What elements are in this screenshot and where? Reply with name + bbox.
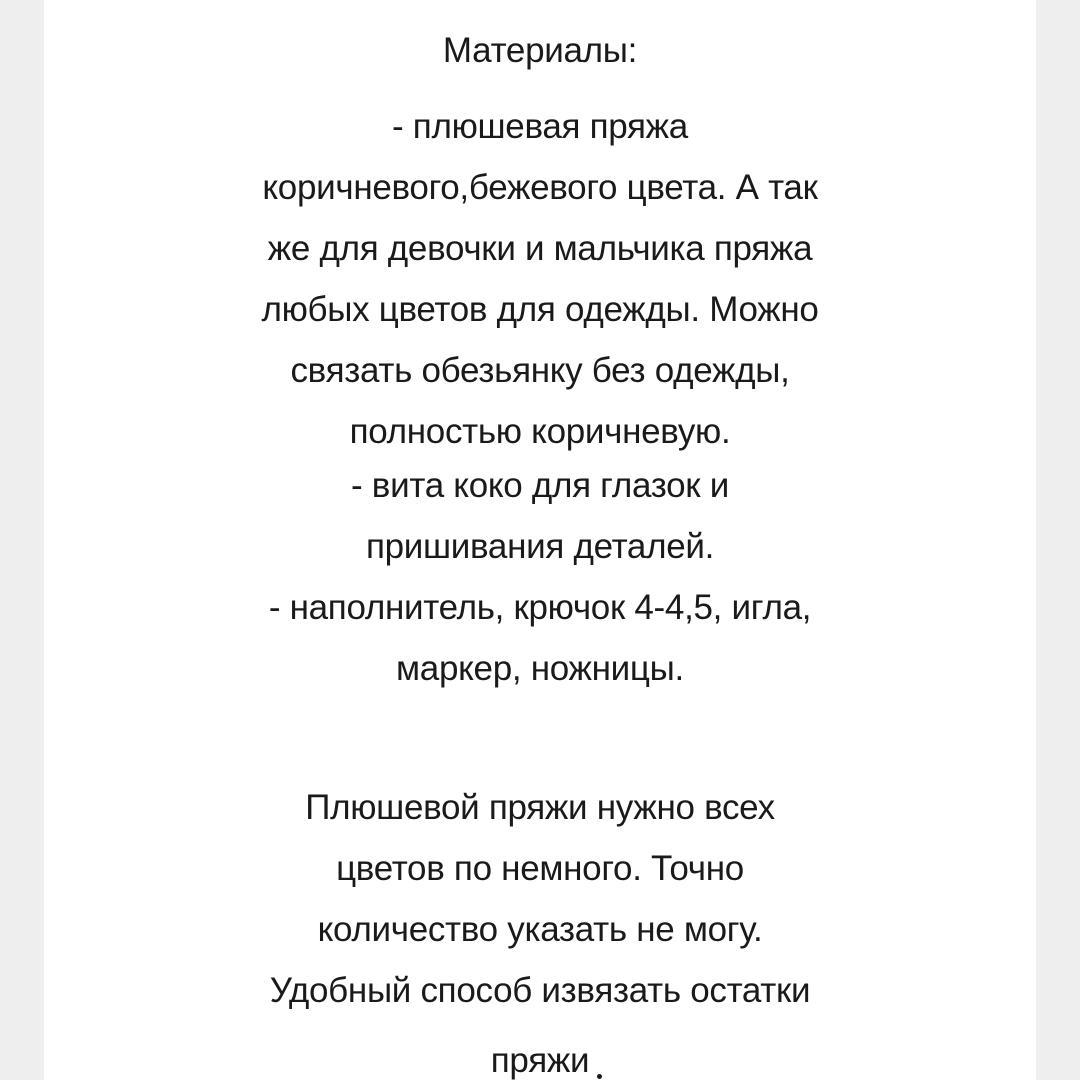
text-line: цветов по немного. Точно (336, 849, 744, 888)
yarn-amount-note (44, 777, 1036, 960)
text-line: полностью коричневую. (349, 412, 731, 451)
text-line: - вита коко для глазок и (351, 466, 729, 505)
materials-heading (44, 20, 1036, 81)
leftover-yarn-tip-continued (44, 1030, 1036, 1080)
heading-line: Материалы: (442, 31, 638, 70)
trailing-dot (597, 1074, 602, 1079)
text-line: количество указать не могу. (317, 910, 763, 949)
text-line: - наполнитель, крючок 4-4,5, игла, (268, 588, 812, 627)
text-line: любых цветов для одежды. Можно (261, 290, 819, 329)
text-line: - плюшевая пряжа (392, 107, 688, 146)
text-line: Плюшевой пряжи нужно всех (305, 788, 775, 827)
materials-item-thread (44, 455, 1036, 577)
text-line: же для девочки и мальчика пряжа (267, 229, 813, 268)
text-line: пряжи (490, 1041, 590, 1080)
text-line: коричневого,бежевого цвета. А так (262, 168, 818, 207)
document-page (44, 0, 1036, 1080)
materials-item-tools (44, 577, 1036, 699)
materials-item-yarn (44, 96, 1036, 462)
leftover-yarn-tip (44, 960, 1036, 1021)
text-line: Удобный способ извязать остатки (269, 971, 811, 1010)
text-line: маркер, ножницы. (396, 649, 684, 688)
text-line: связать обезьянку без одежды, (290, 351, 790, 390)
text-line: пришивания деталей. (365, 527, 715, 566)
